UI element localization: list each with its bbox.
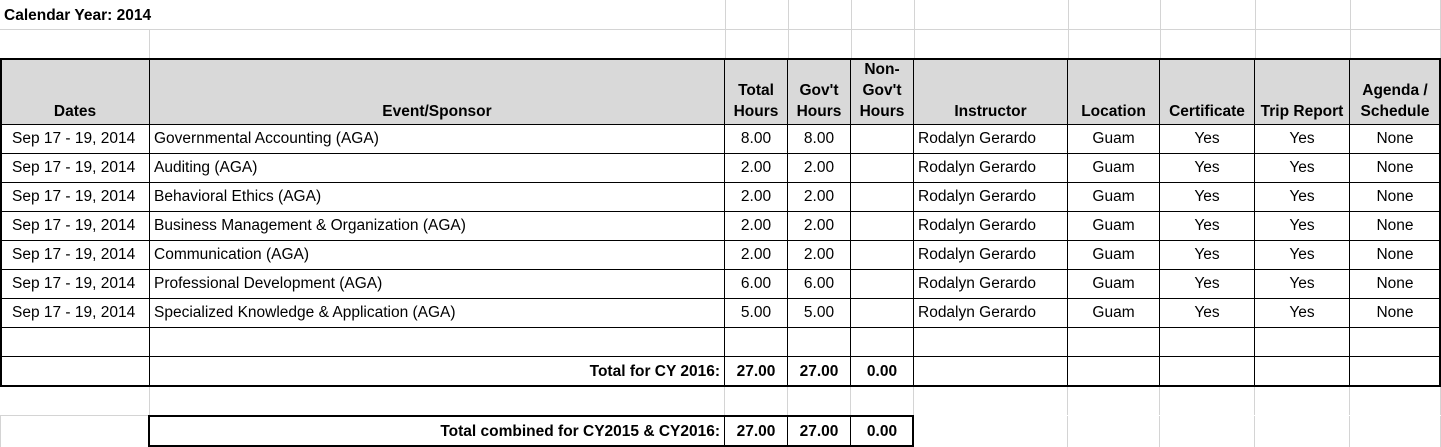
row-dates[interactable]: Sep 17 - 19, 2014 [12, 188, 136, 205]
row-location[interactable]: Guam [1092, 130, 1135, 147]
row-instructor[interactable]: Rodalyn Gerardo [918, 304, 1037, 321]
gridline-horizontal [0, 415, 148, 416]
row-instructor[interactable]: Rodalyn Gerardo [918, 275, 1037, 292]
row-certificate[interactable]: Yes [1194, 130, 1220, 147]
row-dates[interactable]: Sep 17 - 19, 2014 [12, 159, 136, 176]
row-trip-report[interactable]: Yes [1289, 246, 1315, 263]
row-govt-hours[interactable]: 2.00 [803, 188, 835, 205]
row-non-govt-hours[interactable] [851, 270, 913, 298]
row-event-sponsor[interactable]: Governmental Accounting (AGA) [154, 130, 379, 147]
combined-non-govt-hours[interactable]: 0.00 [866, 423, 898, 440]
row-govt-hours[interactable]: 8.00 [803, 130, 835, 147]
row-govt-hours[interactable]: 6.00 [803, 275, 835, 292]
gridline-vertical [1349, 387, 1350, 415]
gridline-vertical [850, 387, 851, 415]
combined-box-top [148, 415, 914, 417]
gridline-vertical [1159, 387, 1160, 415]
row-event-sponsor[interactable]: Business Management & Organization (AGA) [154, 217, 466, 234]
row-non-govt-hours[interactable] [851, 183, 913, 211]
row-dates[interactable]: Sep 17 - 19, 2014 [12, 246, 136, 263]
row-border [0, 327, 1441, 328]
row-trip-report[interactable]: Yes [1289, 188, 1315, 205]
row-agenda[interactable]: None [1376, 159, 1414, 176]
row-agenda[interactable]: None [1376, 188, 1414, 205]
header-instructor[interactable]: Instructor [954, 103, 1027, 120]
row-dates[interactable]: Sep 17 - 19, 2014 [12, 130, 136, 147]
gridline-vertical [724, 387, 725, 415]
row-certificate[interactable]: Yes [1194, 275, 1220, 292]
row-agenda[interactable]: None [1376, 275, 1414, 292]
row-non-govt-hours[interactable] [851, 154, 913, 182]
gridline-vertical [149, 387, 150, 415]
row-total-hours[interactable]: 2.00 [740, 159, 772, 176]
gridline-vertical [913, 387, 914, 415]
row-non-govt-hours[interactable] [851, 241, 913, 269]
row-event-sponsor[interactable]: Professional Development (AGA) [154, 275, 383, 292]
row-total-hours[interactable]: 6.00 [740, 275, 772, 292]
row-trip-report[interactable]: Yes [1289, 275, 1315, 292]
gridline-vertical [787, 387, 788, 415]
row-instructor[interactable]: Rodalyn Gerardo [918, 246, 1037, 263]
row-dates[interactable]: Sep 17 - 19, 2014 [12, 304, 136, 321]
header-agenda-schedule[interactable]: Agenda / Schedule [1360, 82, 1430, 120]
gridline-vertical [0, 416, 1, 447]
gridline-horizontal [0, 29, 1441, 30]
row-govt-hours[interactable]: 2.00 [803, 217, 835, 234]
header-dates[interactable]: Dates [53, 103, 97, 120]
row-event-sponsor[interactable]: Specialized Knowledge & Application (AGA) [154, 304, 456, 321]
row-total-hours[interactable]: 2.00 [740, 188, 772, 205]
row-non-govt-hours[interactable] [851, 299, 913, 327]
row-instructor[interactable]: Rodalyn Gerardo [918, 188, 1037, 205]
row-total-hours[interactable]: 2.00 [740, 217, 772, 234]
row-dates[interactable]: Sep 17 - 19, 2014 [12, 217, 136, 234]
combined-total-hours[interactable]: 27.00 [736, 423, 776, 440]
header-event-sponsor[interactable]: Event/Sponsor [382, 103, 492, 120]
row-location[interactable]: Guam [1092, 275, 1135, 292]
row-total-hours[interactable]: 8.00 [740, 130, 772, 147]
row-total-hours[interactable]: 5.00 [740, 304, 772, 321]
row-total-hours[interactable]: 2.00 [740, 246, 772, 263]
row-trip-report[interactable]: Yes [1289, 304, 1315, 321]
row-location[interactable]: Guam [1092, 217, 1135, 234]
gridline-vertical [1254, 387, 1255, 415]
row-border [0, 356, 1441, 357]
row-agenda[interactable]: None [1376, 246, 1414, 263]
row-certificate[interactable]: Yes [1194, 304, 1220, 321]
row-event-sponsor[interactable]: Behavioral Ethics (AGA) [154, 188, 322, 205]
row-trip-report[interactable]: Yes [1289, 130, 1315, 147]
header-govt-hours[interactable]: Gov't Hours [796, 82, 842, 120]
gridline-vertical [1254, 416, 1255, 447]
gridline-vertical [1159, 416, 1160, 447]
row-govt-hours[interactable]: 5.00 [803, 304, 835, 321]
gridline-vertical [1349, 416, 1350, 447]
row-non-govt-hours[interactable] [851, 212, 913, 240]
row-location[interactable]: Guam [1092, 159, 1135, 176]
header-trip-report[interactable]: Trip Report [1260, 103, 1344, 120]
header-certificate[interactable]: Certificate [1169, 103, 1245, 120]
row-location[interactable]: Guam [1092, 246, 1135, 263]
row-event-sponsor[interactable]: Communication (AGA) [154, 246, 310, 263]
row-govt-hours[interactable]: 2.00 [803, 159, 835, 176]
combined-govt-hours[interactable]: 27.00 [799, 423, 839, 440]
row-agenda[interactable]: None [1376, 130, 1414, 147]
combined-total-label[interactable]: Total combined for CY2015 & CY2016: [440, 423, 720, 440]
row-dates[interactable]: Sep 17 - 19, 2014 [12, 275, 136, 292]
total-non-govt-sum[interactable]: 0.00 [866, 363, 898, 380]
total-hours-sum[interactable]: 27.00 [736, 363, 776, 380]
header-location[interactable]: Location [1081, 103, 1146, 120]
row-trip-report[interactable]: Yes [1289, 159, 1315, 176]
row-location[interactable]: Guam [1092, 304, 1135, 321]
gridline-vertical [1067, 387, 1068, 415]
row-agenda[interactable]: None [1376, 217, 1414, 234]
total-govt-sum[interactable]: 27.00 [799, 363, 839, 380]
row-instructor[interactable]: Rodalyn Gerardo [918, 217, 1037, 234]
row-instructor[interactable]: Rodalyn Gerardo [918, 159, 1037, 176]
row-location[interactable]: Guam [1092, 188, 1135, 205]
row-certificate[interactable]: Yes [1194, 188, 1220, 205]
row-certificate[interactable]: Yes [1194, 246, 1220, 263]
row-instructor[interactable]: Rodalyn Gerardo [918, 130, 1037, 147]
row-trip-report[interactable]: Yes [1289, 217, 1315, 234]
row-non-govt-hours[interactable] [851, 125, 913, 153]
gridline-vertical [1067, 416, 1068, 447]
total-label[interactable]: Total for CY 2016: [589, 363, 720, 380]
header-total-hours[interactable]: Total Hours [733, 82, 779, 120]
row-event-sponsor[interactable]: Auditing (AGA) [154, 159, 258, 176]
row-agenda[interactable]: None [1376, 304, 1414, 321]
row-certificate[interactable]: Yes [1194, 159, 1220, 176]
sheet-title[interactable]: Calendar Year: 2014 [4, 7, 152, 24]
row-govt-hours[interactable]: 2.00 [803, 246, 835, 263]
gridline-vertical [149, 30, 150, 59]
row-certificate[interactable]: Yes [1194, 217, 1220, 234]
header-non-govt-hours[interactable]: Non-Gov't Hours [859, 61, 905, 120]
